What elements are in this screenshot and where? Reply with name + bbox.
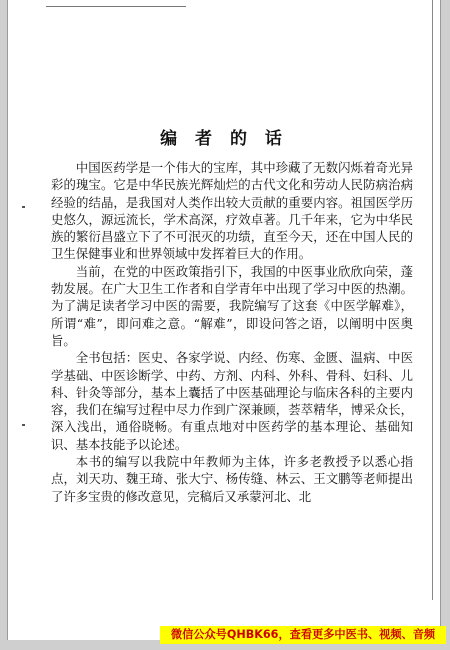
- scanned-page: [8, 0, 440, 640]
- paragraph: 本书的编写以我院中年教师为主体，许多老教授予以悉心指点，刘天功、魏王琦、张大宁、杨传缝、林云、王文鹏等老师提出了许多宝贵的修改意见，完稿后又承蒙河北、北: [51, 454, 413, 504]
- page-heading: 编 者 的 话: [160, 129, 288, 149]
- scan-edge-line: [46, 6, 186, 7]
- margin-speck: [22, 424, 25, 426]
- page-body: [51, 159, 413, 505]
- margin-speck: [22, 206, 25, 208]
- paragraph: 当前，在党的中医政策指引下，我国的中医事业欣欣向荣，蓬勃发展。在广大卫生工作者和自学青年中出现了学习中医的热潮。为了满足读者学习中医的需要，我院编写了这套《中医学解难》，所谓“难”，即问难之意。“解难”，即设问答之语，以阐明中医奥旨。: [51, 263, 413, 348]
- watermark-banner: 微信公众号QHBK66，查看更多中医书、视频、音频: [160, 626, 446, 644]
- paragraph: 全书包括：医史、各家学说、内经、伤寒、金匮、温病、中医学基础、中医诊断学、中药、方剂、内科、外科、骨科、妇科、儿科、针灸等部分，基本上囊括了中医基础理论与临床各科的主要内容，我们在编写过程中尽力作到广深兼顾，荟萃精华，博采众长，深入浅出，通俗晓畅。有重点地对中医药学的基本理论、基础知识、基本技能予以论述。: [51, 350, 413, 452]
- paragraph: 中国医药学是一个伟大的宝库，其中珍藏了无数闪烁着奇光异彩的瑰宝。它是中华民族光辉灿烂的古代文化和劳动人民防病治病经验的结晶，是我国对人类作出较大贡献的重要内容。祖国医学历史悠久，源远流长，学术高深，疗效卓著。几千年来，它为中华民族的繁衍昌盛立下了不可泯灭的功绩，直至今天，还在中国人民的卫生保健事业和世界领域中发挥着巨大的作用。: [51, 160, 413, 262]
- scan-edge-line: [432, 0, 433, 600]
